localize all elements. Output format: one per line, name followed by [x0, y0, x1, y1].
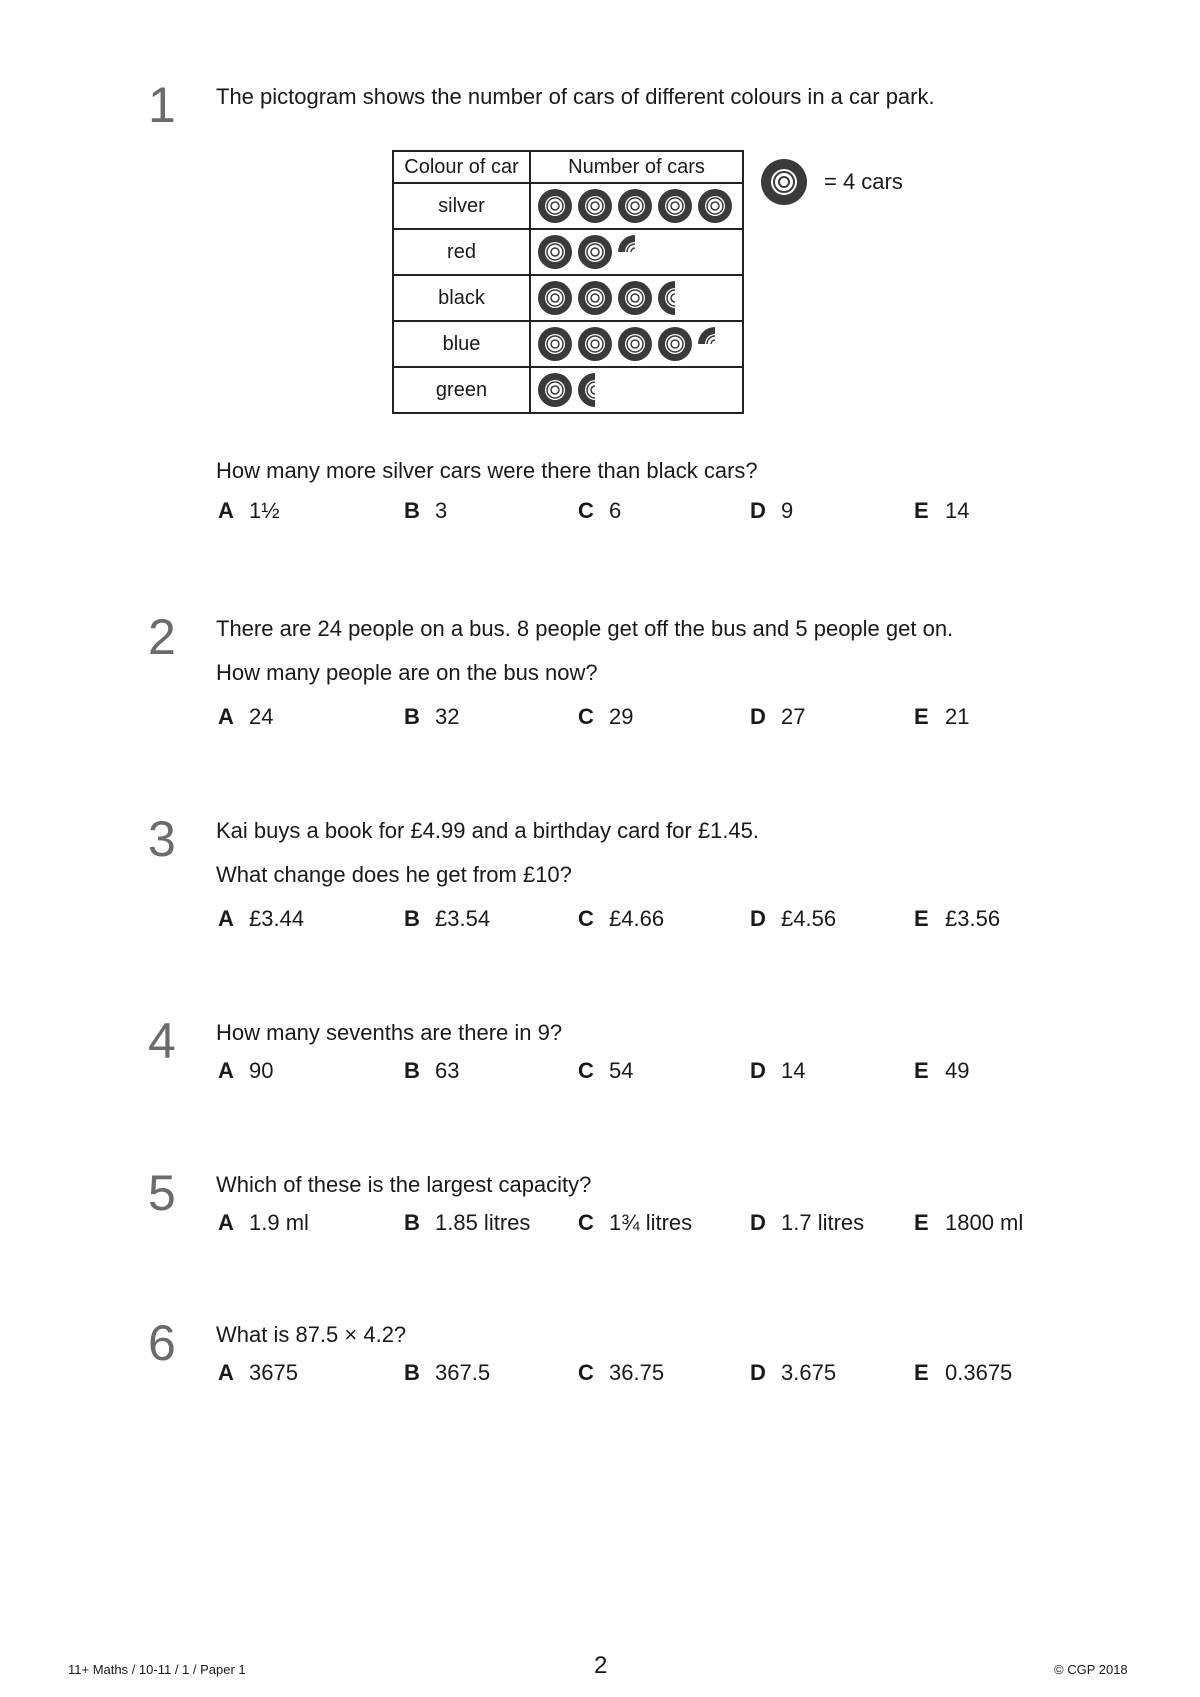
option-b[interactable]: B 3	[404, 498, 448, 523]
key-label: = 4 cars	[824, 169, 903, 194]
wheel-icon	[617, 280, 653, 316]
pictogram-key	[760, 158, 903, 206]
option-b[interactable]: B 63	[404, 1058, 460, 1083]
pictogram-row	[393, 367, 743, 413]
options-q2	[0, 706, 1200, 736]
options-q3	[0, 908, 1200, 938]
pictogram-row	[393, 275, 743, 321]
option-d[interactable]: D £4.56	[750, 906, 837, 931]
row-icons	[537, 322, 742, 366]
pictogram-row	[393, 229, 743, 275]
option-c[interactable]: C 29	[578, 704, 634, 729]
option-c[interactable]: C 54	[578, 1058, 634, 1083]
option-a[interactable]: A 24	[218, 704, 274, 729]
footer-copyright: © CGP 2018	[1054, 1662, 1128, 1677]
option-b[interactable]: B 1.85 litres	[404, 1210, 531, 1235]
options-q6	[0, 1362, 1200, 1392]
question-text: What is 87.5 × 4.2?	[216, 1322, 407, 1347]
wheel-icon	[657, 326, 693, 362]
option-d[interactable]: D 9	[750, 498, 794, 523]
question-text: How many people are on the bus now?	[216, 660, 598, 685]
option-a[interactable]: A 3675	[218, 1360, 298, 1385]
row-icons	[537, 230, 742, 274]
wheel-icon	[537, 372, 573, 408]
question-text: What change does he get from £10?	[216, 862, 572, 887]
row-icons	[537, 368, 742, 412]
option-e[interactable]: E 0.3675	[914, 1360, 1013, 1385]
question-text: The pictogram shows the number of cars of different colours in a car park.	[216, 84, 935, 109]
row-colour: black	[393, 275, 530, 321]
question-text: Which of these is the largest capacity?	[216, 1172, 592, 1197]
wheel-icon	[577, 326, 613, 362]
option-e[interactable]: E 21	[914, 704, 970, 729]
question-number: 5	[148, 1165, 176, 1221]
option-d[interactable]: D 27	[750, 704, 806, 729]
option-e[interactable]: E £3.56	[914, 906, 1001, 931]
wheel-icon	[657, 188, 693, 224]
row-colour: red	[393, 229, 530, 275]
row-colour: blue	[393, 321, 530, 367]
options-q5	[0, 1212, 1200, 1242]
question-text: Kai buys a book for £4.99 and a birthday card for £1.45.	[216, 818, 760, 843]
wheel-icon	[617, 326, 653, 362]
footer-paper-info: 11+ Maths / 10-11 / 1 / Paper 1	[68, 1662, 246, 1677]
option-b[interactable]: B £3.54	[404, 906, 491, 931]
option-e[interactable]: E 1800 ml	[914, 1210, 1024, 1235]
question-number: 3	[148, 811, 176, 867]
pictogram-row	[393, 321, 743, 367]
option-c[interactable]: C 36.75	[578, 1360, 665, 1385]
option-b[interactable]: B 367.5	[404, 1360, 491, 1385]
option-c[interactable]: C 6	[578, 498, 622, 523]
option-a[interactable]: A 1½	[218, 498, 280, 523]
wheel-icon	[657, 280, 693, 316]
question-number: 4	[148, 1013, 176, 1069]
wheel-icon	[537, 188, 573, 224]
wheel-icon	[617, 188, 653, 224]
wheel-icon	[577, 234, 613, 270]
options-q1	[0, 500, 1200, 530]
wheel-icon	[617, 234, 653, 270]
wheel-icon	[577, 372, 613, 408]
page-number: 2	[594, 1652, 608, 1679]
question-text: There are 24 people on a bus. 8 people get off the bus and 5 people get on.	[216, 616, 954, 641]
question-number: 2	[148, 609, 176, 665]
option-b[interactable]: B 32	[404, 704, 460, 729]
row-icons	[537, 184, 742, 228]
wheel-icon	[577, 280, 613, 316]
option-a[interactable]: A £3.44	[218, 906, 305, 931]
option-d[interactable]: D 14	[750, 1058, 806, 1083]
row-colour: silver	[393, 183, 530, 229]
question-number: 1	[148, 77, 176, 133]
wheel-icon	[537, 234, 573, 270]
option-c[interactable]: C £4.66	[578, 906, 665, 931]
options-q4	[0, 1060, 1200, 1090]
question-number: 6	[148, 1315, 176, 1371]
option-a[interactable]: A 1.9 ml	[218, 1210, 309, 1235]
pictogram-table	[392, 150, 744, 414]
question-text: How many more silver cars were there than black cars?	[216, 458, 758, 483]
option-d[interactable]: D 1.7 litres	[750, 1210, 865, 1235]
question-text: How many sevenths are there in 9?	[216, 1020, 563, 1045]
option-e[interactable]: E 14	[914, 498, 970, 523]
header-colour: Colour of car	[393, 151, 530, 183]
option-c[interactable]: C 1¾ litres	[578, 1210, 693, 1235]
row-colour: green	[393, 367, 530, 413]
header-number: Number of cars	[530, 151, 743, 183]
wheel-icon	[760, 158, 808, 206]
wheel-icon	[537, 280, 573, 316]
wheel-icon	[537, 326, 573, 362]
wheel-icon	[577, 188, 613, 224]
wheel-icon	[697, 188, 733, 224]
wheel-icon	[697, 326, 733, 362]
option-a[interactable]: A 90	[218, 1058, 274, 1083]
option-d[interactable]: D 3.675	[750, 1360, 837, 1385]
pictogram-row	[393, 183, 743, 229]
option-e[interactable]: E 49	[914, 1058, 970, 1083]
row-icons	[537, 276, 742, 320]
